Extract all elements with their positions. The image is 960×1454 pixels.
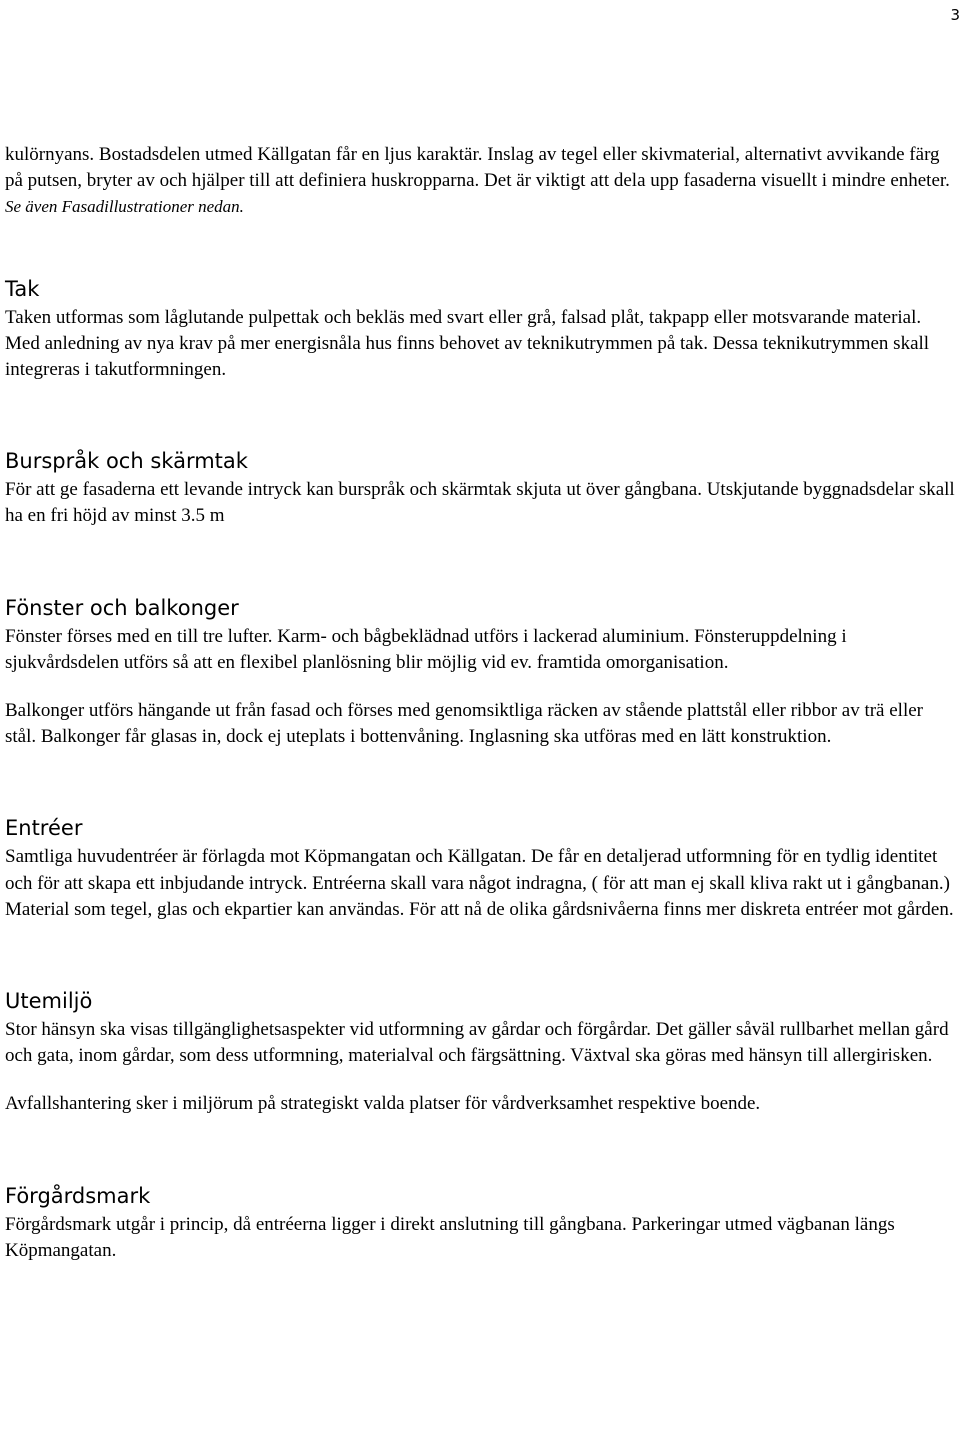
entreer-paragraph: Samtliga huvudentréer är förlagda mot Köpmangatan och Källgatan. De får en detaljerad utformning för en tydlig identitet och för att skapa ett inbjudande intryck. Entréerna skall vara något indragna, ( för att man ej skall kliva rakt ut i gångbanan.) Material som tegel, glas och ekpartier kan användas. För att nå de olika gårdsnivåerna finns mer diskreta entréer mot gården. xyxy=(5,846,954,920)
heading-burssprak: Burspråk och skärmtak xyxy=(5,449,248,474)
heading-utemiljo: Utemiljö xyxy=(5,989,93,1014)
intro-text: kulörnyans. Bostadsdelen utmed Källgatan får en ljus karaktär. Inslag av tegel eller skivmaterial, alternativt avvikande färg på putsen, bryter av och hjälper till att definiera huskropparna. Det är viktigt att dela upp fasaderna visuellt i mindre enheter. xyxy=(5,144,950,192)
fonster-paragraph: Fönster förses med en till tre lufter. Karm- och bågbeklädnad utförs i lackerad aluminium. Fönsteruppdelning i sjukvårdsdelen utförs så att en flexibel planlösning blir möjlig vid ev. framtida omorganisation. xyxy=(5,625,847,673)
illustration-reference: Se även Fasadillustrationer nedan. xyxy=(5,197,244,217)
heading-fonster: Fönster och balkonger xyxy=(5,595,239,620)
utemiljo-paragraph: Stor hänsyn ska visas tillgänglighetsaspekter vid utformning av gårdar och förgårdar. Det gäller såväl rullbarhet mellan gård och gata, inom gårdar, som dess utformning, materialval och färgsättning. Växtval ska göras med hänsyn till allergirisken. xyxy=(5,1019,949,1067)
avfall-paragraph: Avfallshantering sker i miljörum på strategiskt valda platser för vårdverksamhet respektive boende. xyxy=(5,1093,761,1115)
heading-entreer: Entréer xyxy=(5,816,83,841)
forgardsmark-paragraph: Förgårdsmark utgår i princip, då entréerna ligger i direkt anslutning till gångbana. Parkeringar utmed vägbanan längs Köpmangatan. xyxy=(5,1213,895,1261)
intro-paragraph xyxy=(5,142,957,221)
heading-tak: Tak xyxy=(5,276,40,301)
burssprak-paragraph: För att ge fasaderna ett levande intryck kan burspråk och skärmtak skjuta ut över gångbana. Utskjutande byggnadsdelar skall ha en fri höjd av minst 3.5 m xyxy=(5,479,955,527)
heading-forgardsmark: Förgårdsmark xyxy=(5,1183,151,1208)
document-body xyxy=(5,142,957,1264)
tak-paragraph: Taken utformas som låglutande pulpettak och bekläs med svart eller grå, falsad plåt, takpapp eller motsvarande material. Med anledning av nya krav på mer energisnåla hus finns behovet av teknikutrymmen på tak. Dessa teknikutrymmen skall integreras i takutformningen. xyxy=(5,306,930,381)
page-number: 3 xyxy=(950,6,960,24)
balkonger-paragraph: Balkonger utförs hängande ut från fasad och förses med genomsiktliga räcken av stående plattstål eller ribbor av trä eller stål. Balkonger får glasas in, dock ej uteplats i bottenvåning. Inglasning ska utföras med en lätt konstruktion. xyxy=(5,700,923,748)
